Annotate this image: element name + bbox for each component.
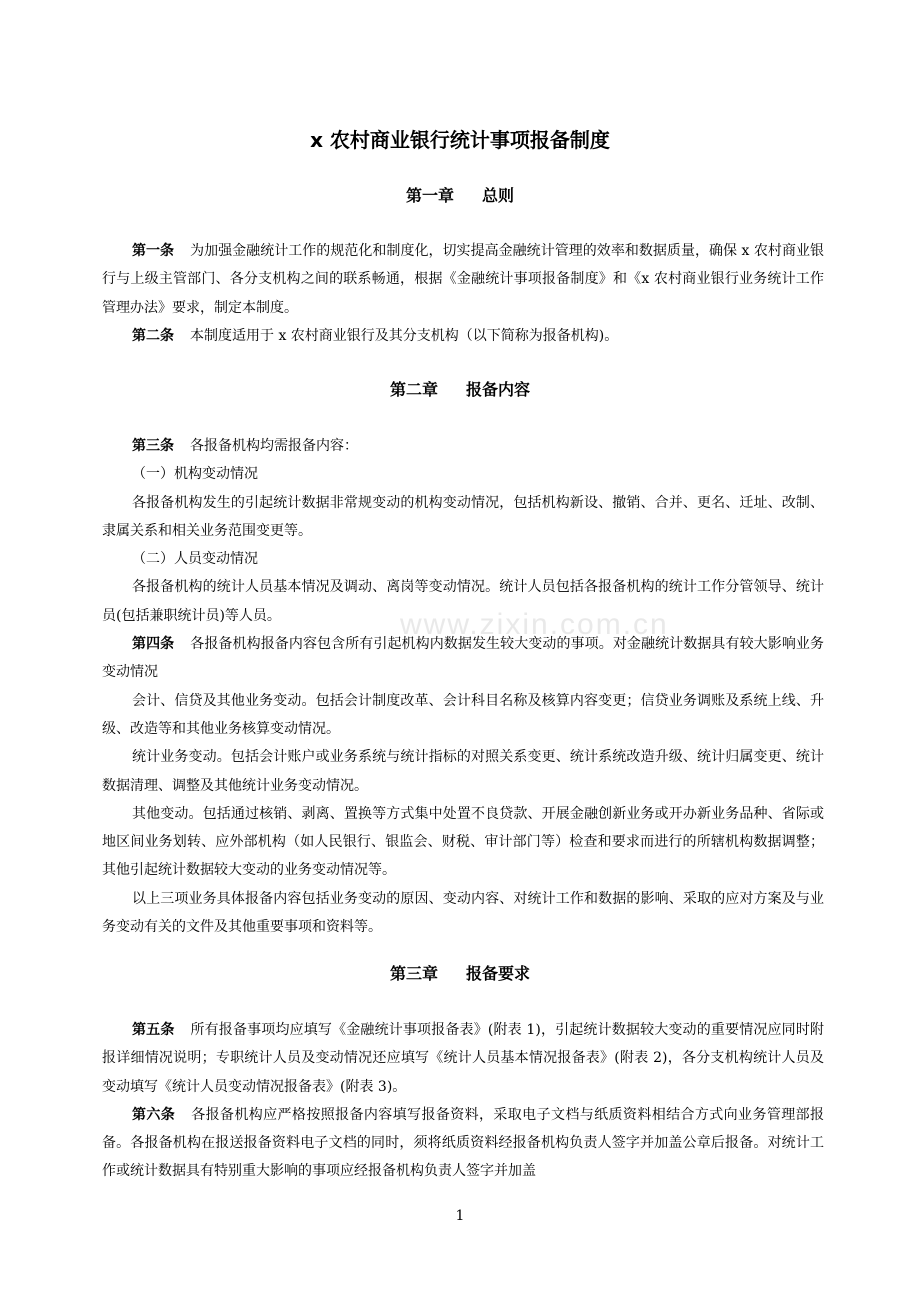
article-2-label: 第二条: [132, 327, 174, 344]
chapter-3-body: [102, 1016, 824, 1186]
item-2-title: （二）人员变动情况: [132, 551, 258, 568]
article-1: [102, 237, 824, 322]
article-3-label: 第三条: [132, 438, 174, 454]
article-5: [102, 1016, 824, 1101]
chapter-1-body: [102, 237, 824, 350]
paragraph-summary: 以上三项业务具体报备内容包括业务变动的原因、变动内容、对统计工作和数据的影响、采取的应对方案及与业务变动有关的文件及其他重要事项和资料等。: [102, 890, 824, 936]
article-3-text: 各报备机构均需报备内容：: [190, 438, 358, 454]
article-6-text: 各报备机构应严格按照报备内容填写报备资料，采取电子文档与纸质资料相结合方式向业务管理部报备。各报备机构在报送报备资料电子文档的同时，须将纸质资料经报备机构负责人签字并加盖公章后报备。对统计工作或统计数据具有特别重大影响的事项应经报备机构负责人签字并加盖: [102, 1106, 825, 1180]
article-1-label: 第一条: [132, 243, 175, 259]
article-4-text: 各报备机构报备内容包含所有引起机构内数据发生较大变动的事项。对金融统计数据具有较大影响业务变动情况: [102, 636, 825, 681]
article-4: [102, 630, 824, 687]
chapter-2-name: 报备内容: [466, 380, 531, 399]
article-5-label: 第五条: [132, 1022, 175, 1038]
article-5-text: 所有报备事项均应填写《金融统计事项报备表》(附表 1)，引起统计数据较大变动的重要情况应同时附报详细情况说明；专职统计人员及变动情况还应填写《统计人员基本情况报备表》(附表 2)，各分支机构统计人员及变动填写《统计人员变动情况报备表》(附表 3)。: [102, 1022, 824, 1095]
item-2-text: 各报备机构的统计人员基本情况及调动、离岗等变动情况。统计人员包括各报备机构的统计工作分管领导、统计员(包括兼职统计员)等人员。: [102, 579, 824, 624]
chapter-3-heading: [0, 962, 920, 986]
article-6-label: 第六条: [132, 1106, 176, 1123]
chapter-3-name: 报备要求: [466, 964, 531, 983]
paragraph-other-changes: 其他变动。包括通过核销、剥离、置换等方式集中处置不良贷款、开展金融创新业务或开办新业务品种、省际或地区间业务划转、应外部机构（如人民银行、银监会、财税、审计部门等）检查和要求而进行的所辖机构数据调整；其他引起统计数据较大变动的业务变动情况等。: [102, 805, 824, 879]
article-4-label: 第四条: [132, 636, 175, 653]
chapter-1-number: 第一章: [405, 186, 454, 205]
chapter-2-number: 第二章: [389, 380, 438, 399]
article-3: [102, 432, 824, 460]
chapter-2-heading: [0, 378, 920, 402]
article-2: [102, 322, 824, 350]
watermark: www.zixin.com.cn: [400, 608, 669, 641]
article-2-text: 本制度适用于 x 农村商业银行及其分支机构（以下简称为报备机构)。: [190, 327, 619, 344]
item-1-text: 各报备机构发生的引起统计数据非常规变动的机构变动情况，包括机构新设、撤销、合并、更名、迁址、改制、隶属关系和相关业务范围变更等。: [102, 494, 824, 539]
chapter-1-name: 总则: [482, 186, 515, 205]
article-1-text: 为加强金融统计工作的规范化和制度化，切实提高金融统计管理的效率和数据质量，确保 x 农村商业银行与上级主管部门、各分支机构之间的联系畅通，根据《金融统计事项报备制度》和《x 农村商业银行业务统计工作管理办法》要求，制定本制度。: [102, 243, 824, 316]
article-6: [102, 1101, 824, 1186]
chapter-1-heading: [0, 184, 920, 208]
chapter-3-number: 第三章: [389, 964, 438, 983]
item-1-title: （一）机构变动情况: [132, 466, 258, 483]
chapter-2-body: [102, 432, 824, 941]
document-title: x 农村商业银行统计事项报备制度: [310, 128, 610, 152]
paragraph-accounting-changes: 会计、信贷及其他业务变动。包括会计制度改革、会计科目名称及核算内容变更；信贷业务调账及系统上线、升级、改造等和其他业务核算变动情况。: [102, 692, 824, 737]
paragraph-statistics-changes: 统计业务变动。包括会计账户或业务系统与统计指标的对照关系变更、统计系统改造升级、统计归属变更、统计数据清理、调整及其他统计业务变动情况。: [102, 749, 824, 794]
page-number: 1: [455, 1208, 465, 1224]
